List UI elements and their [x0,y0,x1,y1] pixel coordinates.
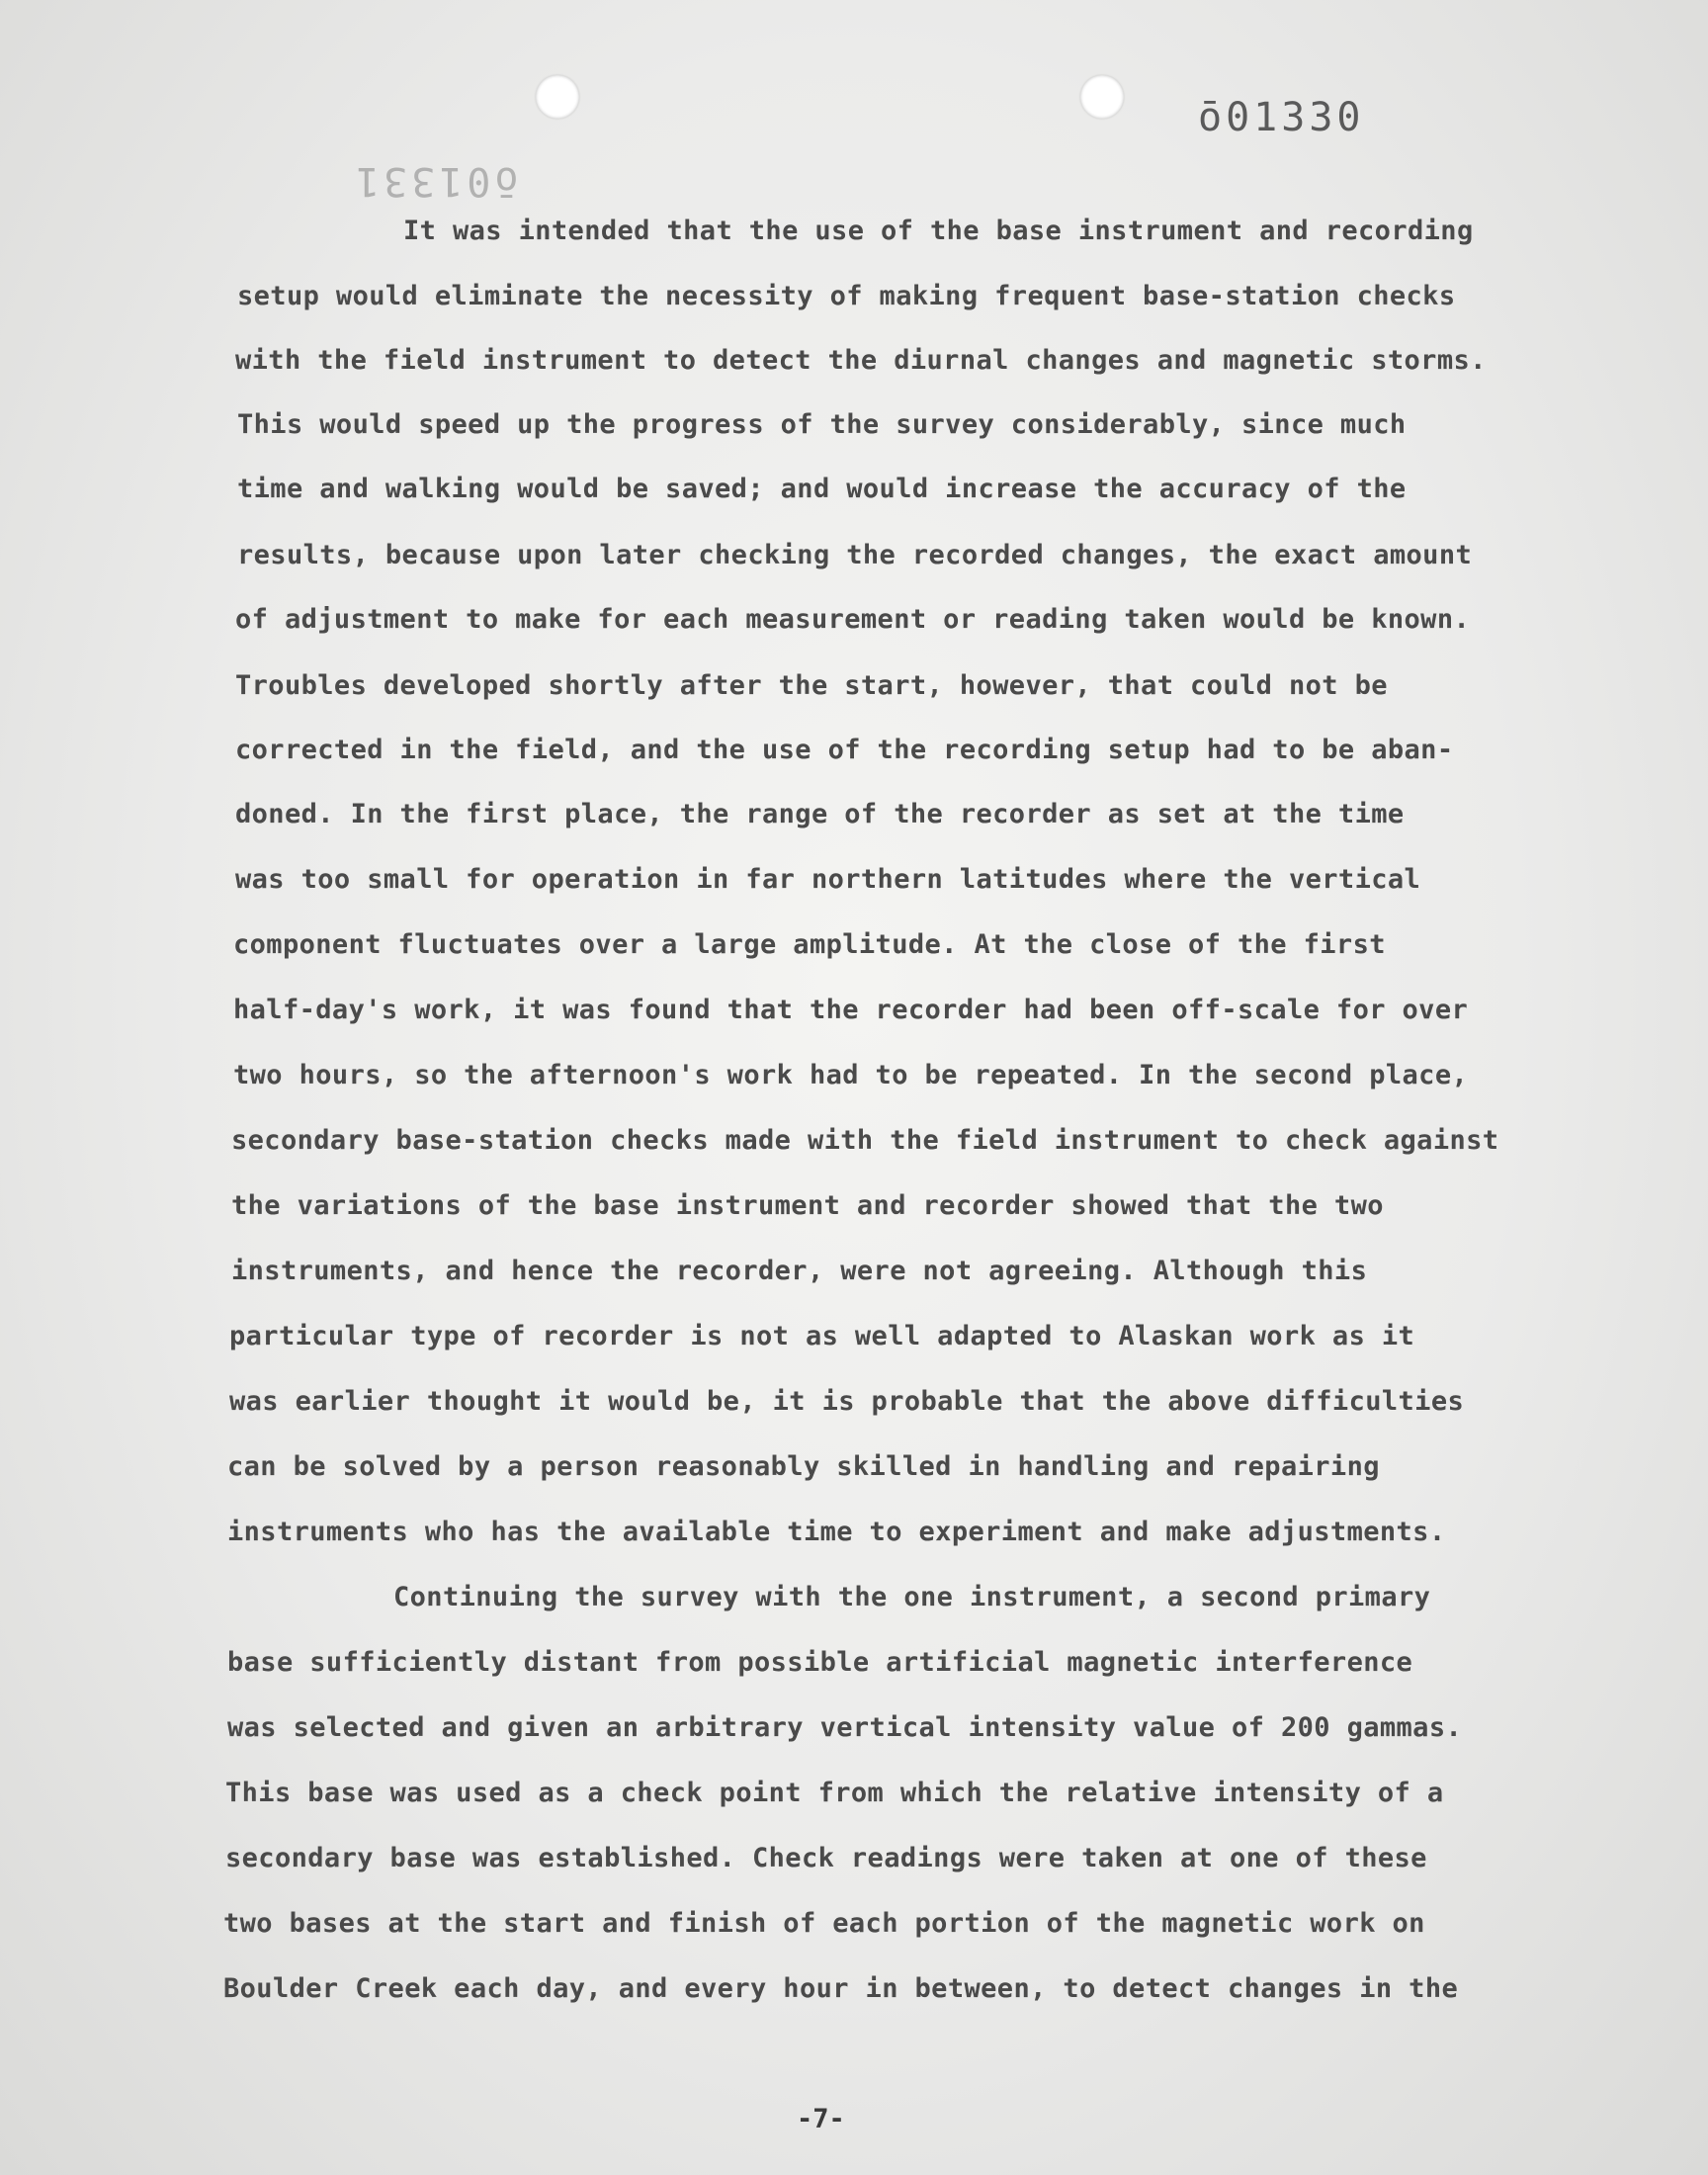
punch-hole [1080,75,1124,119]
document-number-stamp: ō01330 [1198,95,1365,140]
text-line: results, because upon later checking the recorded changes, the exact amount [237,540,1473,570]
text-line: Troubles developed shortly after the start, however, that could not be [235,670,1388,701]
text-line: Continuing the survey with the one instrument, a second primary [393,1582,1431,1612]
text-line: was earlier thought it would be, it is probable that the above difficulties [229,1386,1465,1417]
text-line: doned. In the first place, the range of the recorder as set at the time [235,799,1405,829]
text-line: the variations of the base instrument and recorder showed that the two [231,1190,1384,1221]
text-line: with the field instrument to detect the diurnal changes and magnetic storms. [235,345,1487,376]
text-line: This would speed up the progress of the survey considerably, since much [237,409,1407,440]
text-line: can be solved by a person reasonably skilled in handling and repairing [227,1451,1380,1482]
text-line: It was intended that the use of the base instrument and recording [403,216,1474,246]
text-line: two bases at the start and finish of each portion of the magnetic work on [223,1908,1425,1939]
text-line: was selected and given an arbitrary vertical intensity value of 200 gammas. [227,1712,1463,1743]
text-line: setup would eliminate the necessity of making frequent base-station checks [237,281,1456,311]
text-line: of adjustment to make for each measurement or reading taken would be known. [235,604,1471,635]
text-line: two hours, so the afternoon's work had to be repeated. In the second place, [233,1060,1469,1090]
text-line: time and walking would be saved; and would increase the accuracy of the [237,474,1407,504]
text-line: particular type of recorder is not as well adapted to Alaskan work as it [229,1321,1415,1351]
text-line: base sufficiently distant from possible artificial magnetic interference [227,1647,1413,1678]
text-line: Boulder Creek each day, and every hour in between, to detect changes in the [223,1973,1459,2004]
text-line: instruments who has the available time to experiment and make adjustments. [227,1517,1446,1547]
document-number-stamp-bleedthrough: ō01331 [352,158,519,204]
text-line: component fluctuates over a large amplitude. At the close of the first [233,929,1386,960]
text-line: secondary base-station checks made with the field instrument to check against [231,1125,1499,1156]
text-line: corrected in the field, and the use of the recording setup had to be aban- [235,735,1454,765]
text-line: secondary base was established. Check readings were taken at one of these [225,1843,1427,1873]
text-line: half-day's work, it was found that the recorder had been off-scale for over [233,995,1469,1025]
text-line: This base was used as a check point from which the relative intensity of a [225,1778,1444,1808]
punch-hole [536,75,579,119]
text-line: instruments, and hence the recorder, were not agreeing. Although this [231,1256,1368,1286]
page-number: -7- [797,2104,845,2134]
text-line: was too small for operation in far northern latitudes where the vertical [235,864,1421,895]
